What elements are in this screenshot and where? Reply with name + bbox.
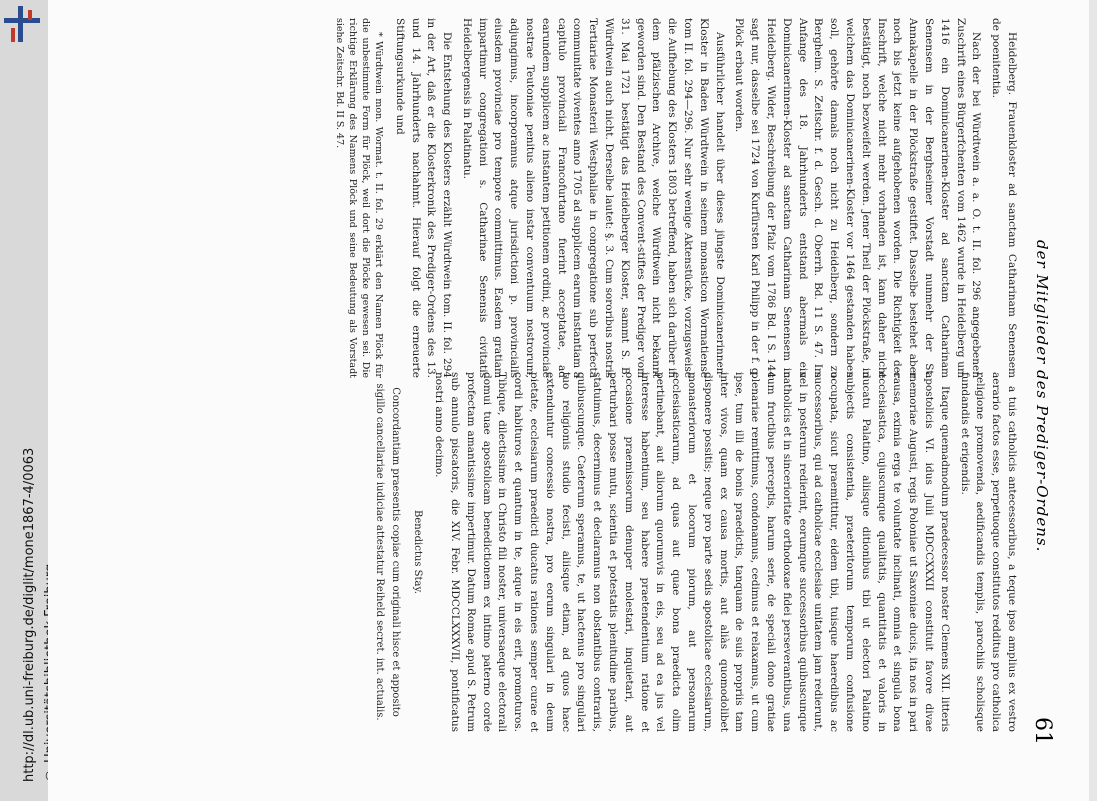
paragraph: a tuis catholicis antecessoribus, a teque ipso amplius ex vestro aerario factos esse, perpetuoque constitutos redditus pro catholica religione promovenda, aedificandis templis, parochiis scholisque fundandis et erigendis. xyxy=(958,372,1018,732)
library-logo-icon xyxy=(4,6,44,46)
viewer-right-edge xyxy=(1089,0,1097,801)
page-header xyxy=(1027,20,1055,781)
viewer-sidebar xyxy=(0,0,48,801)
signature: Benedictus Stay. xyxy=(411,510,423,594)
running-head: der Mitglieder des Prediger-Ordens. xyxy=(1033,240,1051,553)
paragraph: Itaque quemadmodum praedecessor noster Clemens XII. litteris apostolicis VI. idus Julii MDCCXXXII constituit favore divae memoriae Augusti, regis Poloniae ut Saxoniae ducis, ita nos in pari causa, eximia erga te voluntate inclinati, omnia et singula bona ecclesiastica, cujuscumque qualitatis, quantitatis et valoris in ducatu Palatino, aliisque ditionibus tibi ut electori Palatino subjectis consistentia, praeteritorum temporum confusione occupata, sicut praemittitur, eidem tibi, tuisque haeredibus ac successoribus, qui ad catholicae ecclesiae unitatem jam redierunt, vel in posterum redierint, eorumque successoribus quibuscunque catholicis et in sincerioritate orthodoxae fidei perseverantibus, una cum fructibus perceptis, harum serie, de speciali dono gratiae plenariae remittimus, condonamus, cedimus et relaxamus, ut cum ipse, tum illi de bonis praedictis, tanquam de suis propriis tam inter vivos, quam ex causa mortis, aut aliàs quomodolibet disponere possitis; neque pro parte sedis apostolicae ecclesiarum, monasteriorum et locorum piorum, aut personarum ecclesiasticarum, ad quas aut quae bona praedicta olim pertinebant, aut aliorum quorumvis in eis, seu ad ea jus vel interesse habentium, seu habere praetendentium ratione et occasione praemissorum denuper molestari, inquietari, aut perturbari posse mutu, scientia et potestatis plenitudine paribus, statuimus, decernimus et declaramus non obstantibus contrariis, quibuscunque. Caeterum speramus, te, ut hactenus pro singulari tuo religionis studio fecisti, aliisque etiam, ad quos haec extenduntur concessio nostra, pro eorum singulari in deum pietate, ecclesiarum praedicti ducatus rationes semper curae et cordi habituros et quantum in te, atque in eis erit, promoturos. Tibique, dilectissime in Christo fili noster, universaeque electorali domui tuae apostolicam benedictionem ex intimo paterno corde profectam amantissime impertimur. Datum Romae apud S. Petrum sub annulo piscatoris, die XIV. Febr. MDCCLXXXVII, pontificatus nostri anno decimo. xyxy=(433,372,951,732)
concordance-note: Concordantiam praesentis copiae cum originali hisce et apposito sigillo cancellariae iudiciae attestatur Reiheld secret. int. actualis. xyxy=(373,383,401,721)
page-number: 61 xyxy=(1030,717,1055,745)
scanned-page xyxy=(48,0,1089,801)
footnote: * Würdtwein mon. Wormat. t. II. fol. 29 erklärt den Namen Plöck für die unbestimmte Form für Plöck, weil dort die Plöcke gewesen sei. Die richtige Erklärung des Namens Plöck und seine Bedeutung als Vorstadt siehe Zeitschr. Bd. II S. 47. xyxy=(333,18,384,378)
source-url[interactable]: http://dl.ub.uni-freiburg.de/diglit/mone1867-4/0063 xyxy=(22,447,37,782)
section-heading: Heidelberg. Frauenkloster ad sanctam Catharinam Senensem de poenitentia. xyxy=(990,18,1018,378)
paragraph: Nach der bei Würdtwein a. a. O. t. II. fol. 296 angegebenen Zuschrift eines Bürgerfchenten vom 1462 wurde in Heidelberg um 1416 ein Dominicanerinen-Kloster ad sanctam Catharinam Senensem in der Berghseimer Vorstadt nunmehr der St. Annakapelle in der Plöckstraße gestiftet. Dasselbe bestehet aber noch bis jetzt keine aufgehobenen worden. Die Richtigkeit der Inschrift, welche nicht mehr vorhanden ist, kann daher nicht bestätigt, noch bezweifelt werden. Jener Theil der Plöckstraße, in welchem das Dominicanerinen-Kloster vor 1464 gestanden haben soll, gehörte damals noch nicht zu Heidelberg, sondern zu Bergheim. S. Zeitschr. f. d. Gesch. d. Oberrh. Bd. 11 S. 47. Im Anfange des 18. Jahrhunderts entstand abermals ein Dominicanerinnen-Kloster ad sanctam Catharinam Senensem in Heidelberg. Wider, Beschreibung der Pfalz vom 1786 Bd. I S. 144 sagt nur, dasselbe sei 1724 von Kurfürsten Karl Philipp in der f. g. Plöck erbaut worden. xyxy=(733,18,983,378)
right-column xyxy=(333,18,1019,378)
left-column xyxy=(371,372,1019,732)
paragraph: Die Entstehung des Klosters erzählt Würdtwein tom. II. fol. 294 in der Art, daß er die Klosterkronik des Prediger-Ordens des 13. und 14. Jahrhunderts nachahmt. Hierauf folgt die erneuerte Stiftungsurkunde und xyxy=(393,18,454,378)
paragraph: Ausführlicher handelt über dieses jüngste Dominicanerinnen-Kloster in Baden Würdtwein in seinem monasticon Wormatiense tom II. fol. 294—296. Nur sehr wenige Aktenstücke, vorzugsweise die Aufhebung des Klosters 1803 betreffend, haben sich darüber in dem pfälzischen Archive, welche Würdtwein nicht bekannt geworden sind. Den Bestand des Convent-stiftes der Prediger vom 31. Mai 1721 bestätigt das Heidelberger Kloster, sammt S. B. Würdtwein auch nicht. Derselbe lautet: §. 3. Cum sororibus nostris Tertiariae Monasterii Westphaliae in congregatione sub perfecta communitate viventes anno 1705 ad supplicem earum instantiam a capitulo provinciali Francofurtano fuerint acceptatae, ad earundem supplicem ac instantem petitionem ordini, ac provinciae nostrae Teutoniae penitus alieno instar conventuum nostrorum, adjungimus, incorporamus atque jurisdictioni p. provincialis eiusdem provinciae pro tempore committimus. Easdem gratiam impartimur congregationi s. Catharinae Senensis civitatis Heidelbergensis in Palatinatu. xyxy=(460,18,726,378)
